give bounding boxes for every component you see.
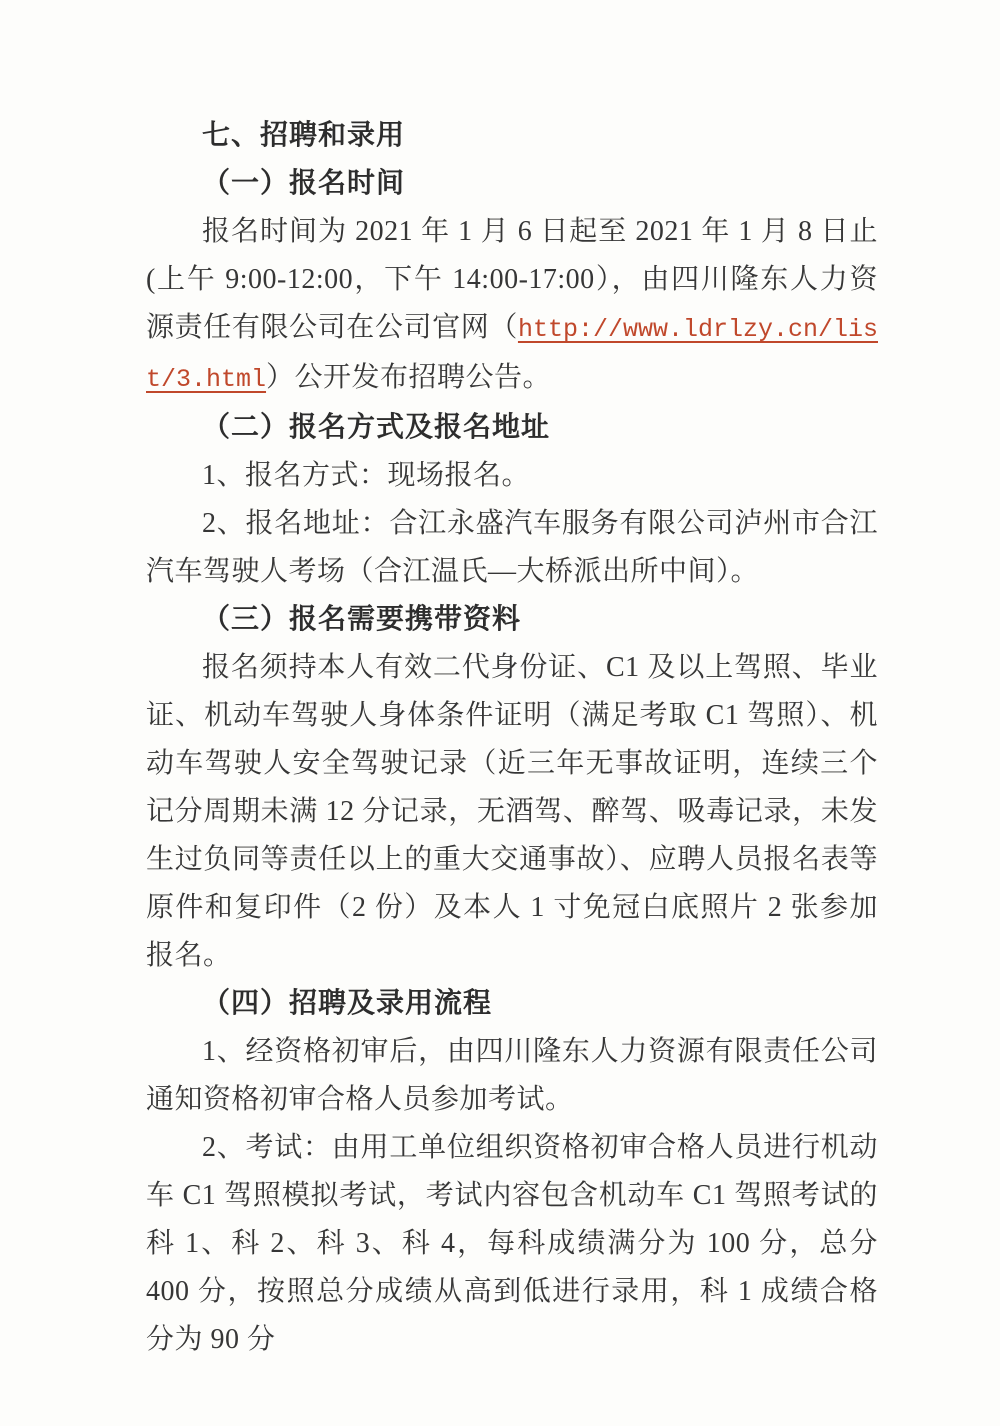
section-heading-recruitment-and-employment: 七、招聘和录用 <box>202 120 406 151</box>
paragraph-text-before-link: 报名时间为 2021 年 1 月 6 日起至 2021 年 1 月 8 日止(上午 9:00-12:00，下午 14:00-17:00），由四川隆东人力资源责任有限公司在公司官网（ <box>146 216 878 343</box>
paragraph-registration-address: 2、报名地址：合江永盛汽车服务有限公司泸州市合江汽车驾驶人考场（合江温氏—大桥派出所中间）。 <box>146 508 878 587</box>
paragraph-registration-time <box>146 208 878 404</box>
recruitment-website-link[interactable]: http://www.ldrlzy.cn/list/3.html <box>146 315 878 394</box>
paragraph-text-after-link: ）公开发布招聘公告。 <box>266 362 552 393</box>
subsection-heading-recruitment-process: （四）招聘及录用流程 <box>202 988 493 1019</box>
paragraph-preliminary-review: 1、经资格初审后，由四川隆东人力资源有限责任公司通知资格初审合格人员参加考试。 <box>146 1036 878 1115</box>
document-content <box>146 112 878 1364</box>
paragraph-examination: 2、考试：由用工单位组织资格初审合格人员进行机动车 C1 驾照模拟考试，考试内容包含机动车 C1 驾照考试的科 1、科 2、科 3、科 4，每科成绩满分为 100 分，总分 400 分，按照总分成绩从高到低进行录用，科 1 成绩合格分为 90 分 <box>146 1132 878 1355</box>
paragraph-required-materials: 报名须持本人有效二代身份证、C1 及以上驾照、毕业证、机动车驾驶人身体条件证明（满足考取 C1 驾照）、机动车驾驶人安全驾驶记录（近三年无事故证明，连续三个记分周期未满 12 分记录，无酒驾、醉驾、吸毒记录，未发生过负同等责任以上的重大交通事故）、应聘人员报名表等原件和复印件（2 份）及本人 1 寸免冠白底照片 2 张参加报名。 <box>146 652 878 971</box>
subsection-heading-registration-method-address: （二）报名方式及报名地址 <box>202 412 551 443</box>
subsection-heading-registration-time: （一）报名时间 <box>202 168 406 199</box>
paragraph-registration-method: 1、报名方式：现场报名。 <box>202 460 531 491</box>
subsection-heading-required-materials: （三）报名需要携带资料 <box>202 604 522 635</box>
